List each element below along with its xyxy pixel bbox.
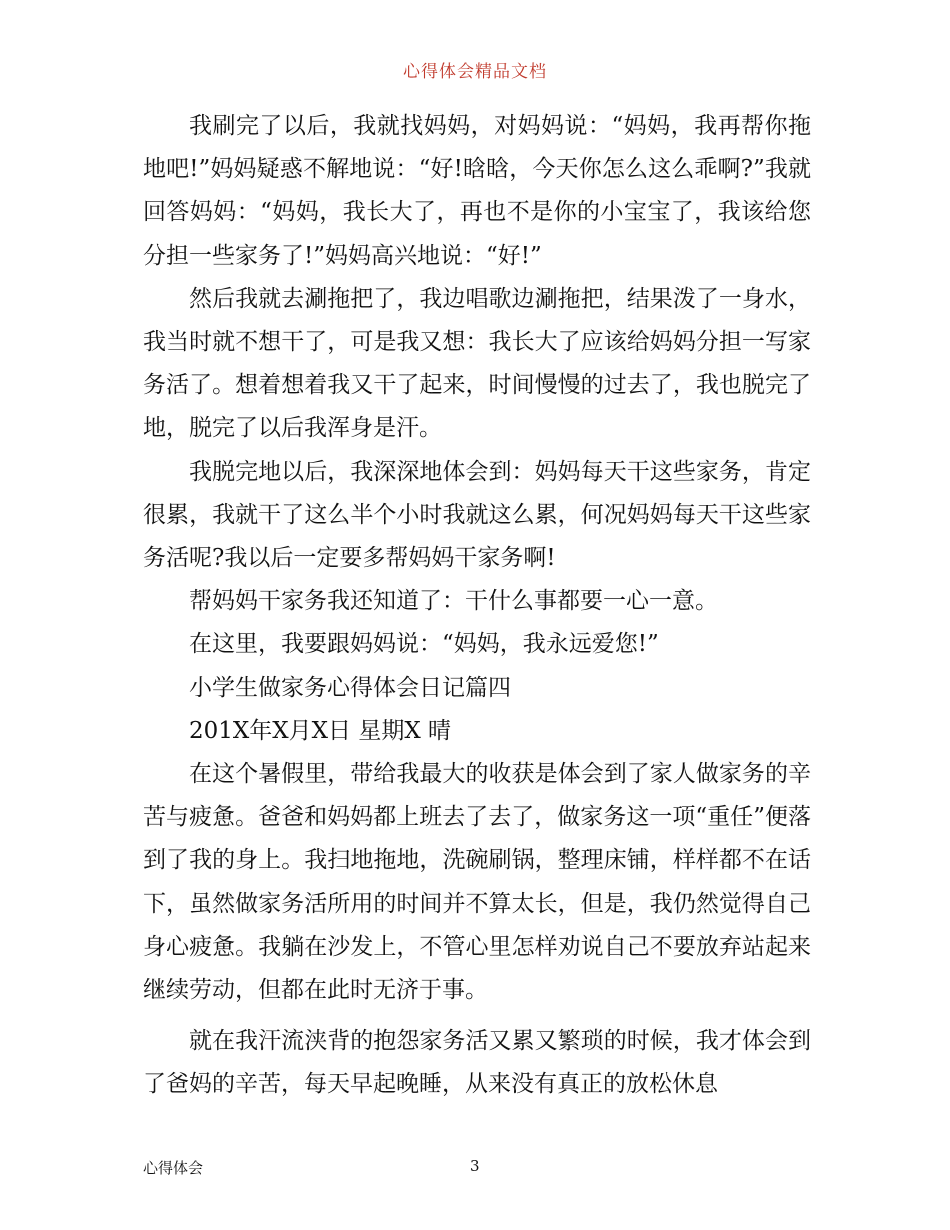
section-heading: 小学生做家务心得体会日记篇四 <box>189 674 511 701</box>
diary-date-line: 201X年X月X日 星期X 晴 <box>189 717 452 744</box>
paragraph-6: 在这个暑假里，带给我最大的收获是体会到了家人做家务的辛苦与疲惫。爸爸和妈妈都上班去了去了，做家务这一项“重任”便落到了我的身上。我扫地拖地，洗碗刷锅，整理床铺，样样都不在话下，虽然做家务活所用的时间并不算太长，但是，我仍然觉得自己身心疲惫。我躺在沙发上，不管心里怎样劝说自己不要放弃站起来继续劳动，但都在此时无济于事。 <box>143 761 811 1004</box>
document-header: 心得体会精品文档 <box>403 62 547 82</box>
paragraph-5: 在这里，我要跟妈妈说：“妈妈，我永远爱您!” <box>189 631 659 658</box>
paragraph-3: 我脱完地以后，我深深地体会到：妈妈每天干这些家务，肯定很累，我就干了这么半个小时我就这么累，何况妈妈每天干这些家务活呢?我以后一定要多帮妈妈干家务啊! <box>143 458 811 572</box>
paragraph-4: 帮妈妈干家务我还知道了：干什么事都要一心一意。 <box>189 588 718 615</box>
paragraph-7: 就在我汗流浃背的抱怨家务活又累又繁琐的时候，我才体会到了爸妈的辛苦，每天早起晚睡，从来没有真正的放松休息 <box>143 1028 811 1098</box>
document-body <box>143 105 811 1107</box>
paragraph-2: 然后我就去涮拖把了，我边唱歌边涮拖把，结果泼了一身水，我当时就不想干了，可是我又想：我长大了应该给妈妈分担一写家务活了。想着想着我又干了起来，时间慢慢的过去了，我也脱完了地，脱完了以后我浑身是汗。 <box>143 285 811 442</box>
footer-label: 心得体会 <box>143 1159 204 1177</box>
page-number: 3 <box>470 1157 480 1175</box>
paragraph-1: 我刷完了以后，我就找妈妈，对妈妈说：“妈妈，我再帮你拖地吧!”妈妈疑惑不解地说：“好!晗晗，今天你怎么这么乖啊?”我就回答妈妈：“妈妈，我长大了，再也不是你的小宝宝了，我该给您分担一些家务了!”妈妈高兴地说：“好!” <box>143 113 811 269</box>
